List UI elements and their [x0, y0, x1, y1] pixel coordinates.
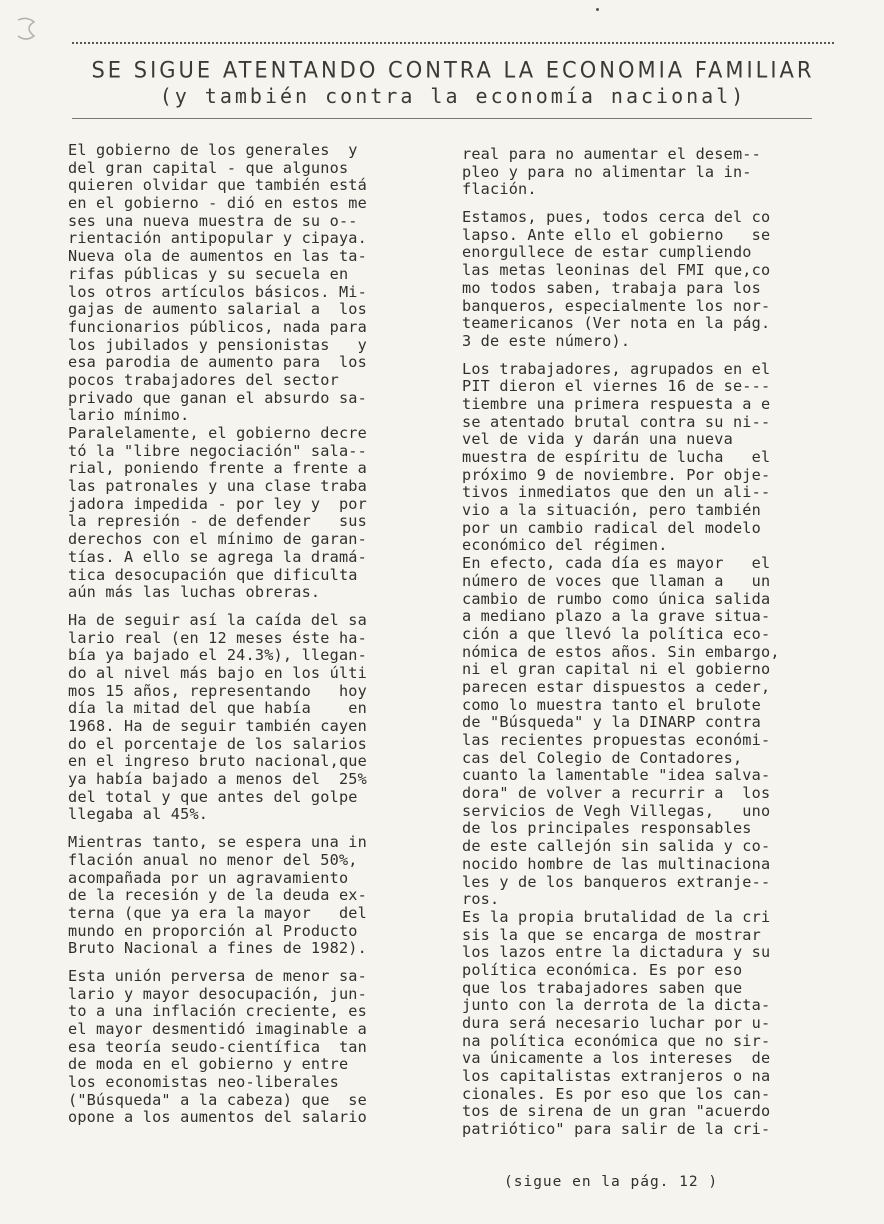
paragraph [462, 146, 840, 199]
text-line: tiembre una primera respuesta a e [462, 394, 771, 413]
text-line: banqueros, especialmente los nor- [462, 296, 771, 315]
text-line: económico del régimen. [462, 536, 668, 555]
text-line: opone a los aumentos del salario [68, 1108, 367, 1127]
text-line: Es la propia brutalidad de la cri [462, 907, 771, 926]
text-line: ("Búsqueda" a la cabeza) que se [68, 1090, 367, 1109]
text-line: cambio de rumbo como única salida [462, 589, 771, 608]
text-line: vel de vida y darán una nueva [462, 430, 733, 449]
text-line: parecen estar dispuestos a ceder, [462, 677, 771, 696]
right-column [462, 146, 840, 1139]
text-line: les y de los banqueros extranje-- [462, 872, 771, 891]
continuation-note: (sigue en la pág. 12 ) [504, 1174, 719, 1190]
text-line: flación anual no menor del 50%, [68, 850, 358, 869]
header-rule [72, 118, 812, 119]
text-line: tó la "libre negociación" sala-- [68, 441, 367, 460]
text-line: funcionarios públicos, nada para [68, 317, 367, 336]
text-line: real para no aumentar el desem-- [462, 145, 761, 163]
text-line: las recientes propuestas económi- [462, 731, 771, 749]
text-line: va únicamente a los intereses de [462, 1049, 771, 1068]
article-header [72, 58, 834, 108]
text-line: gajas de aumento salarial a los [68, 300, 367, 319]
text-line: to a una inflación creciente, es [68, 1002, 367, 1021]
text-line: de la recesión y de la deuda ex- [68, 886, 367, 905]
text-line: Nueva ola de aumentos en las ta- [68, 247, 367, 266]
text-line: terna (que ya era la mayor del [68, 903, 367, 922]
text-line: patriótico" para salir de la cri- [462, 1120, 771, 1139]
text-line: enorgullece de estar cumpliendo [462, 243, 752, 262]
text-line: vio a la situación, pero también [462, 501, 761, 520]
text-line: del total y que antes del golpe [68, 787, 358, 806]
text-line: número de voces que llaman a un [462, 571, 771, 590]
text-line: dora" de volver a recurrir a los [462, 784, 771, 803]
text-line: cas del Colegio de Contadores, [462, 748, 743, 767]
text-line: en el gobierno - dió en estos me [68, 194, 367, 213]
text-line: día la mitad del que había en [68, 699, 367, 718]
paragraph [68, 968, 446, 1127]
text-line: na política económica que no sir- [462, 1031, 771, 1050]
text-line: los lazos entre la dictadura y su [462, 943, 771, 962]
article-subtitle: (y también contra la economía nacional) [159, 84, 747, 108]
text-line: de este callejón sin salida y co- [462, 837, 771, 856]
text-line: de "Búsqueda" y la DINARP contra [462, 713, 761, 732]
text-line: mo todos saben, trabaja para los [462, 278, 761, 297]
text-line: sis la que se encarga de mostrar [462, 925, 761, 944]
text-line: El gobierno de los generales y [68, 141, 358, 159]
stamp-mark [14, 14, 40, 44]
text-line: rifas públicas y su secuela en [68, 264, 349, 283]
text-line: derechos con el mínimo de garan- [68, 530, 367, 549]
text-line: En efecto, cada día es mayor el [462, 554, 771, 573]
paragraph [462, 361, 840, 1139]
text-line: política económica. Es por eso [462, 960, 743, 979]
text-line: Ha de seguir así la caída del sa [68, 610, 367, 629]
text-line: del gran capital - que algunos [68, 158, 349, 177]
text-line: bía ya bajado el 24.3%), llegan- [68, 646, 367, 665]
text-line: Esta unión perversa de menor sa- [68, 966, 367, 985]
text-line: nómica de estos años. Sin embargo, [462, 642, 780, 661]
text-line: que los trabajadores saben que [462, 978, 743, 997]
text-line: nocido hombre de las multinaciona [462, 854, 771, 873]
text-line: 3 de este número). [462, 331, 631, 350]
ink-dot [596, 8, 599, 11]
text-line: junto con la derrota de la dicta- [462, 996, 771, 1015]
paragraph [68, 142, 446, 602]
top-rule [72, 42, 834, 44]
text-line: servicios de Vegh Villegas, uno [462, 801, 771, 820]
text-line: rial, poniendo frente a frente a [68, 459, 367, 478]
text-line: Los trabajadores, agrupados en el [462, 359, 771, 378]
text-line: la represión - de defender sus [68, 512, 367, 531]
text-line: cuanto la lamentable "idea salva- [462, 766, 771, 785]
text-line: Estamos, pues, todos cerca del co [462, 208, 771, 227]
text-line: los capitalistas extranjeros o na [462, 1067, 771, 1086]
text-line: tías. A ello se agrega la dramá- [68, 547, 367, 566]
text-line: mos 15 años, representando hoy [68, 681, 367, 700]
text-line: muestra de espíritu de lucha el [462, 448, 771, 466]
text-line: los otros artículos básicos. Mi- [68, 282, 367, 301]
text-line: esa parodia de aumento para los [68, 353, 367, 372]
text-line: ni el gran capital ni el gobierno [462, 660, 771, 679]
text-line: Paralelamente, el gobierno decre [68, 424, 367, 442]
text-line: ses una nueva muestra de su o-- [68, 211, 358, 230]
text-line: se atentado brutal contra su ni-- [462, 412, 771, 431]
text-line: dura será necesario luchar por u- [462, 1014, 771, 1032]
text-line: próximo 9 de noviembre. Por obje- [462, 465, 771, 484]
text-line: quieren olvidar que también está [68, 176, 367, 195]
text-line: lario y mayor desocupación, jun- [68, 984, 367, 1003]
text-line: pleo y para no alimentar la in- [462, 162, 752, 181]
text-line: lapso. Ante ello el gobierno se [462, 225, 771, 244]
text-line: de moda en el gobierno y entre [68, 1055, 349, 1074]
text-line: lario real (en 12 meses éste ha- [68, 628, 367, 647]
text-line: PIT dieron el viernes 16 de se--- [462, 377, 771, 396]
text-line: las metas leoninas del FMI que,co [462, 261, 771, 280]
text-line: pocos trabajadores del sector [68, 370, 339, 389]
text-line: los jubilados y pensionistas y [68, 335, 367, 354]
text-line: do al nivel más bajo en los últi [68, 663, 367, 682]
paragraph [68, 612, 446, 824]
paragraph [68, 834, 446, 958]
text-line: acompañada por un agravamiento [68, 868, 349, 887]
text-line: rientación antipopular y cipaya. [68, 229, 367, 248]
text-line: ros. [462, 890, 500, 909]
text-line: mundo en proporción al Producto [68, 921, 358, 940]
text-line: tos de sirena de un gran "acuerdo [462, 1102, 771, 1121]
text-line: el mayor desmentidó imaginable a [68, 1020, 367, 1038]
text-line: 1968. Ha de seguir también cayen [68, 717, 367, 735]
article-title: SE SIGUE ATENTANDO CONTRA LA ECONOMIA FAMILIAR [91, 57, 815, 83]
left-column [68, 142, 446, 1127]
text-line: cionales. Es por eso que los can- [462, 1084, 771, 1103]
text-line: por un cambio radical del modelo [462, 518, 761, 537]
text-line: do el porcentaje de los salarios [68, 734, 367, 753]
text-line: Bruto Nacional a fines de 1982). [68, 939, 367, 958]
text-line: los economistas neo-liberales [68, 1073, 339, 1092]
text-line: en el ingreso bruto nacional,que [68, 752, 367, 771]
text-line: llegaba al 45%. [68, 805, 209, 824]
text-line: privado que ganan el absurdo sa- [68, 388, 367, 407]
text-line: teamericanos (Ver nota en la pág. [462, 314, 771, 333]
paragraph [462, 209, 840, 351]
text-line: tica desocupación que dificulta [68, 565, 358, 584]
text-line: lario mínimo. [68, 406, 190, 425]
text-line: aún más las luchas obreras. [68, 583, 321, 602]
text-line: las patronales y una clase traba [68, 477, 367, 496]
text-line: jadora impedida - por ley y por [68, 494, 367, 513]
text-line: a mediano plazo a la grave situa- [462, 607, 771, 626]
text-line: esa teoría seudo-científica tan [68, 1037, 367, 1056]
text-line: flación. [462, 180, 537, 199]
text-line: como lo muestra tanto el brulote [462, 695, 761, 714]
text-line: tivos inmediatos que den un ali-- [462, 483, 771, 502]
text-line: ya había bajado a menos del 25% [68, 770, 367, 789]
text-line: de los principales responsables [462, 819, 752, 838]
text-line: Mientras tanto, se espera una in [68, 833, 367, 852]
text-line: ción a que llevó la política eco- [462, 624, 771, 643]
